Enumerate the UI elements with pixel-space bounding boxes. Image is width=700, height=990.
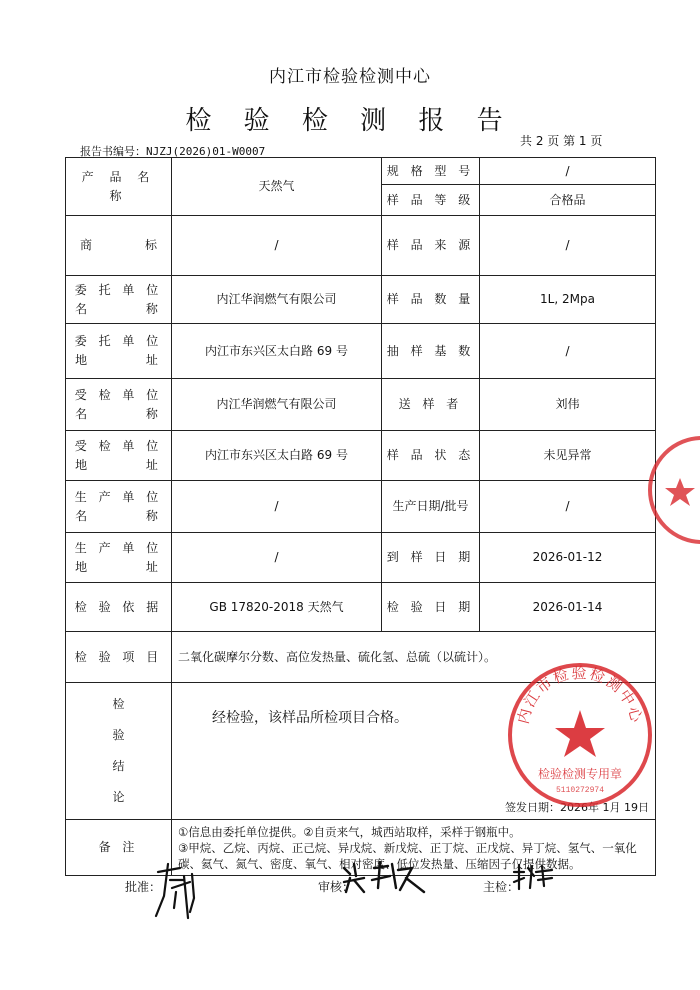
quantity-label: 样 品 数 量 — [382, 276, 480, 324]
review-signature — [340, 858, 435, 898]
conclusion-label-char: 检 — [112, 697, 125, 711]
recipient-address-label-line1: 受 检 单 位 — [74, 438, 163, 453]
manufacturer-name-label — [66, 481, 172, 533]
page-info: 共 2 页 第 1 页 — [520, 134, 603, 148]
product-name-value: 天然气 — [172, 158, 382, 216]
remarks-line-2: ③甲烷、乙烷、丙烷、正己烷、异戊烷、新戊烷、正丁烷、正戊烷、异丁烷、氢气、一氧化碳、氦气、氮气、密度、氧气、相对密度、低位发热量、压缩因子仅提供数据。 — [178, 840, 637, 871]
state-label: 样 品 状 态 — [382, 431, 480, 481]
batch-value: / — [480, 481, 656, 533]
approve-label: 批准： — [125, 880, 162, 894]
sender-label: 送 样 者 — [382, 379, 480, 431]
recipient-address-label-line2: 地 址 — [75, 457, 162, 472]
spec-value: / — [480, 158, 656, 185]
test-date-value: 2026-01-14 — [480, 583, 656, 632]
product-name-label: 产 品 名 称 — [66, 158, 172, 216]
client-name-label — [66, 276, 172, 324]
client-address-label-line1: 委 托 单 位 — [74, 334, 163, 348]
base-value: / — [480, 324, 656, 379]
conclusion-label-char: 论 — [112, 790, 125, 804]
conclusion-label-char: 结 — [112, 759, 125, 773]
quantity-value: 1L, 2Mpa — [480, 276, 656, 324]
conclusion-text: 经检验，该样品所检项目合格。 — [212, 710, 408, 726]
state-value: 未见异常 — [480, 431, 656, 481]
client-address-label — [66, 324, 172, 379]
trademark-label — [66, 216, 172, 276]
client-address-value: 内江市东兴区太白路 69 号 — [172, 324, 382, 379]
seal-sub-text: 检验检测专用章 — [537, 767, 623, 781]
conclusion-label-char: 验 — [112, 728, 125, 742]
client-name-value: 内江华润燃气有限公司 — [172, 276, 382, 324]
serial-value: NJZJ(2026)01-W0007 — [146, 145, 266, 158]
manufacturer-address-label — [66, 533, 172, 583]
trademark-label-char-1: 商 — [80, 238, 93, 252]
arrival-date-label: 到 样 日 期 — [382, 533, 480, 583]
source-value: / — [480, 216, 656, 276]
base-label: 抽 样 基 数 — [382, 324, 480, 379]
manufacturer-address-value: / — [172, 533, 382, 583]
conclusion-label — [66, 683, 172, 820]
test-date-label: 检 验 日 期 — [382, 583, 480, 632]
test-signature — [512, 862, 557, 892]
recipient-address-value: 内江市东兴区太白路 69 号 — [172, 431, 382, 481]
basis-value: GB 17820-2018 天然气 — [172, 583, 382, 632]
client-name-label-line1: 委 托 单 位 — [74, 282, 163, 297]
items-value: 二氧化碳摩尔分数、高位发热量、硫化氢、总硫（以硫计）。 — [172, 632, 656, 683]
test-label: 主检： — [483, 880, 520, 894]
approve-signature — [150, 858, 210, 928]
remarks-label: 备 注 — [66, 820, 172, 876]
recipient-name-label-line2: 名 称 — [75, 406, 162, 421]
recipient-name-label — [66, 379, 172, 431]
arrival-date-value: 2026-01-12 — [480, 533, 656, 583]
seal-code: 5110272974 — [555, 786, 605, 795]
trademark-value: / — [172, 216, 382, 276]
manufacturer-name-value: / — [172, 481, 382, 533]
remarks-line-1: ①信息由委托单位提供。②自贡来气，城西站取样，采样于钢瓶中。 — [178, 824, 521, 839]
client-name-label-line2: 名 称 — [75, 301, 162, 316]
trademark-label-char-2: 标 — [144, 238, 157, 252]
batch-label: 生产日期/批号 — [382, 481, 480, 533]
manufacturer-address-label-line1: 生 产 单 位 — [74, 540, 163, 555]
items-label: 检 验 项 目 — [66, 632, 172, 683]
grade-value: 合格品 — [480, 185, 656, 216]
official-seal — [505, 660, 655, 810]
spec-label: 规 格 型 号 — [382, 158, 480, 185]
organization-name: 内江市检验检测中心 — [269, 67, 431, 87]
sender-value: 刘伟 — [480, 379, 656, 431]
seal-text: 内江市检验检测中心 — [514, 664, 646, 726]
report-title: 检 验 检 测 报 告 — [185, 106, 515, 136]
basis-label: 检 验 依 据 — [66, 583, 172, 632]
sign-date: 签发日期：2026年 1月 19日 — [505, 801, 649, 814]
source-label: 样 品 来 源 — [382, 216, 480, 276]
review-label: 审核： — [318, 880, 355, 894]
recipient-address-label — [66, 431, 172, 481]
recipient-name-value: 内江华润燃气有限公司 — [172, 379, 382, 431]
client-address-label-line2: 地 址 — [75, 353, 162, 367]
serial-label: 报告书编号： — [80, 145, 146, 158]
recipient-name-label-line1: 受 检 单 位 — [74, 387, 163, 402]
manufacturer-name-label-line1: 生 产 单 位 — [74, 489, 163, 504]
side-seal — [640, 430, 700, 550]
grade-label: 样 品 等 级 — [382, 185, 480, 216]
manufacturer-address-label-line2: 地 址 — [75, 559, 162, 574]
manufacturer-name-label-line2: 名 称 — [75, 508, 162, 523]
